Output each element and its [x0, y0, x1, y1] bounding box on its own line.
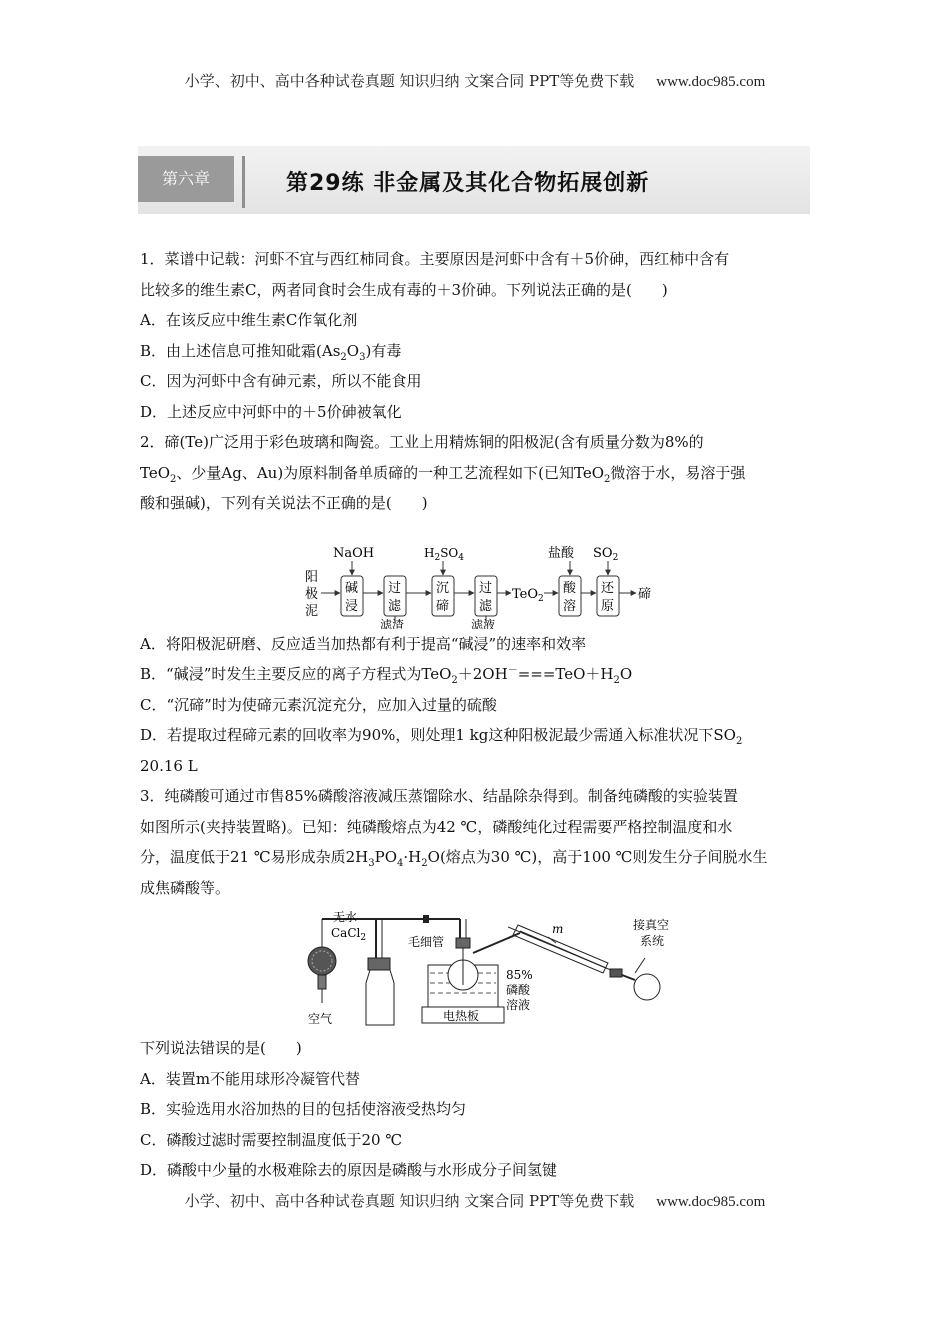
flow-reagent-so2: $SO_2$ [593, 545, 619, 563]
flow-reagent-hcl: 盐酸 [548, 545, 575, 561]
svg-text:溶: 溶 [563, 598, 577, 614]
svg-text:原: 原 [601, 598, 615, 614]
question-content [140, 244, 810, 1186]
q1-option-d: D．上述反应中河虾中的＋5价砷被氧化 [140, 402, 402, 421]
flow-reagent-h2so4: $H_2SO_4$ [424, 545, 464, 563]
flow-end-te: 碲 [638, 586, 652, 602]
svg-text:酸: 酸 [563, 580, 577, 596]
q1-option-c: C．因为河虾中含有砷元素，所以不能食用 [140, 372, 422, 390]
label-anhydrous: 无水 [333, 910, 358, 924]
chapter-label: 第六章 [138, 156, 234, 202]
svg-text:CaCl2: CaCl$_2$ [331, 926, 367, 943]
page-title: 第29练 非金属及其化合物拓展创新 [286, 171, 650, 196]
q3-stem-line4: 成焦磷酸等。 [140, 878, 231, 897]
svg-text:滤: 滤 [388, 598, 402, 614]
q1-stem-line2: 比较多的维生素C，两者同食时会生成有毒的＋3价砷。下列说法正确的是( ) [140, 280, 668, 299]
q3-option-a: A．装置m不能用球形冷凝管代替 [140, 1069, 361, 1088]
label-hotplate: 电热板 [443, 1009, 480, 1023]
svg-text:滤: 滤 [479, 598, 493, 614]
label-air: 空气 [308, 1012, 333, 1026]
svg-text:碱: 碱 [345, 580, 359, 596]
footer-site[interactable]: www.doc985.com [656, 1194, 766, 1210]
svg-text:过: 过 [388, 580, 402, 596]
q2-option-d: D．若提取过程碲元素的回收率为90%，则处理1 kg这种阳极泥最少需通入标准状况下$SO_2$ [140, 726, 743, 747]
q2-option-d-cont: 20.16 L [140, 756, 198, 775]
q2-flow-diagram [140, 519, 810, 629]
svg-text:系统: 系统 [640, 934, 665, 948]
flow-reagent-naoh: NaOH [333, 545, 375, 561]
header-text: 小学、初中、高中各种试卷真题 知识归纳 文案合同 PPT等免费下载 [184, 72, 635, 90]
q3-option-b: B．实验选用水浴加热的目的包括使溶液受热均匀 [140, 1100, 467, 1118]
header-site[interactable]: www.doc985.com [656, 74, 766, 90]
label-85pct: 85% [506, 968, 533, 982]
q3-apparatus-diagram [140, 903, 810, 1033]
q3-question: 下列说法错误的是( ) [140, 1039, 302, 1057]
q3-option-c: C．磷酸过滤时需要控制温度低于20 ℃ [140, 1130, 403, 1149]
svg-text:溶液: 溶液 [506, 998, 531, 1012]
q1-option-a: A．在该反应中维生素C作氧化剂 [140, 311, 358, 329]
q3-option-d: D．磷酸中少量的水极难除去的原因是磷酸与水形成分子间氢键 [140, 1161, 558, 1179]
footer-text: 小学、初中、高中各种试卷真题 知识归纳 文案合同 PPT等免费下载 [184, 1192, 635, 1210]
label-m: m [552, 922, 564, 936]
q2-stem-line1: 2．碲(Te)广泛用于彩色玻璃和陶瓷。工业上用精炼铜的阳极泥(含有质量分数为8%的 [140, 433, 704, 451]
flow-start-1: 阳 [305, 569, 319, 585]
q1-option-b: B．由上述信息可推知砒霜$(As_2O_3)$有毒 [140, 341, 402, 363]
label-vacuum: 接真空 [633, 918, 670, 932]
flow-filtrate: 滤液 [471, 617, 496, 629]
svg-text:磷酸: 磷酸 [506, 983, 531, 997]
flow-teo2: TeO$_2$ [512, 586, 544, 604]
svg-text:还: 还 [601, 580, 615, 596]
q1-stem-line1: 1．菜谱中记载：河虾不宜与西红柿同食。主要原因是河虾中含有＋5价砷，西红柿中含有 [140, 250, 730, 268]
q3-stem-line3: 分，温度低于21 ℃易形成杂质$2H_3PO_4\cdot H_2O$(熔点为30 ℃)，高于100 ℃则发生分子间脱水生 [140, 848, 768, 869]
q3-stem-line1: 3．纯磷酸可通过市售85%磷酸溶液减压蒸馏除水、结晶除杂得到。制备纯磷酸的实验装置 [140, 787, 738, 805]
flow-start-2: 极 [305, 586, 319, 602]
flow-residue: 滤渣 [380, 617, 405, 629]
flow-start-3: 泥 [305, 603, 319, 619]
page-footer [0, 1190, 950, 1211]
svg-text:浸: 浸 [345, 598, 359, 614]
label-capillary: 毛细管 [408, 935, 445, 949]
q3-stem-line2: 如图所示(夹持装置略)。已知：纯磷酸熔点为42 ℃，磷酸纯化过程需要严格控制温度和水 [140, 817, 733, 836]
page-header [0, 70, 950, 91]
q2-stem-line3: 酸和强碱)，下列有关说法不正确的是( ) [140, 494, 428, 512]
svg-text:过: 过 [479, 580, 493, 596]
svg-text:沉: 沉 [436, 580, 450, 596]
q2-option-c: C．“沉碲”时为使碲元素沉淀充分，应加入过量的硫酸 [140, 695, 497, 714]
chapter-banner [138, 146, 810, 214]
svg-text:碲: 碲 [436, 598, 450, 614]
q2-option-a: A．将阳极泥研磨、反应适当加热都有利于提高“碱浸”的速率和效率 [140, 634, 587, 653]
q2-stem-line2: TeO$_2$、少量Ag、Au)为原料制备单质碲的一种工艺流程如下(已知TeO$_2$微溶于水，易溶于强 [140, 463, 746, 485]
q2-option-b: B．“碱浸”时发生主要反应的离子方程式为$TeO_2+2OH^-===TeO+H_2O$ [140, 665, 633, 686]
